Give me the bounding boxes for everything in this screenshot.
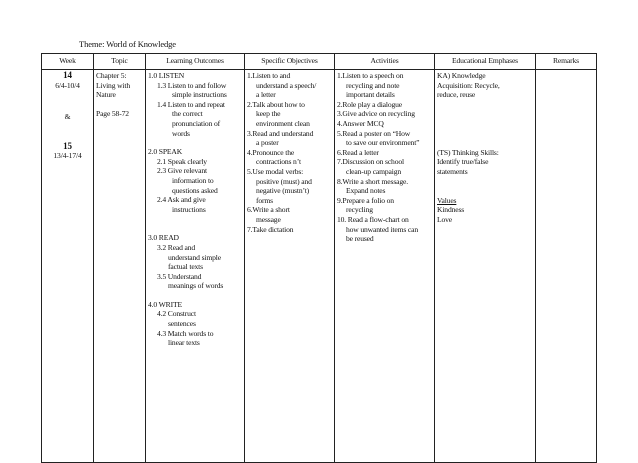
header-learning-outcomes: Learning Outcomes [146, 54, 245, 70]
objective-item: 5.Use modal verbs: positive (must) and negative (mustn’t) forms [247, 166, 312, 205]
outcome-line: understand simple [168, 252, 221, 262]
objective-item: 7.Take dictation [247, 224, 294, 234]
objective-item: 6.Write a short message [247, 205, 290, 224]
specific-objectives-cell [245, 70, 335, 463]
value-item: Kindness [437, 205, 465, 215]
emphasis-line: Acquisition: Recycle, [437, 80, 500, 90]
outcome-heading: 2.0 SPEAK [148, 147, 183, 157]
week-cell [42, 70, 94, 463]
objective-item: 3.Read and understand a poster [247, 128, 314, 148]
topic-cell [94, 70, 146, 463]
topic-line: Living with [96, 80, 130, 90]
activity-item: 8.Write a short message. Expand notes [337, 176, 408, 196]
week-date-range: 13/4-17/4 [53, 151, 82, 161]
outcome-line: 3.5 Understand [157, 271, 202, 281]
outcome-line: sentences [168, 319, 196, 329]
learning-outcomes-cell [146, 70, 245, 463]
outcome-line: pronunciation of [172, 118, 221, 128]
table-row [42, 70, 597, 463]
topic-line: Nature [96, 90, 116, 100]
outcome-line: linear texts [168, 338, 200, 348]
topic-chapter: Chapter 5: [96, 71, 127, 80]
emphasis-line: KA) Knowledge [437, 71, 486, 80]
objective-item: 1.Listen to and understand a speech/ a letter [247, 71, 317, 100]
remarks-cell [536, 70, 597, 463]
header-activities: Activities [335, 54, 435, 70]
outcome-line: 1.4 Listen to and repeat [157, 99, 225, 109]
lesson-plan-table [41, 53, 597, 463]
topic-page: Page 58-72 [96, 109, 129, 119]
outcome-line: 2.3 Give relevant [157, 166, 207, 176]
educational-emphases-cell [435, 70, 536, 463]
outcome-line: questions asked [172, 185, 218, 195]
activity-item: 2.Role play a dialogue [337, 99, 403, 109]
outcome-heading: 3.0 READ [148, 233, 179, 243]
outcome-line: factual texts [168, 262, 203, 272]
outcome-line: 4.2 Construct [157, 309, 196, 319]
activity-item: 10. Read a flow-chart on how unwanted items can be reused [337, 214, 418, 244]
outcome-line: meanings of words [168, 281, 224, 291]
week-ampersand: & [64, 112, 71, 122]
outcome-line: 3.2 Read and [157, 242, 196, 252]
emphasis-line: reduce, reuse [437, 90, 476, 100]
week-number: 14 [63, 70, 72, 80]
outcome-line: 2.1 Speak clearly [157, 156, 207, 166]
header-remarks: Remarks [536, 54, 597, 70]
outcome-line: the correct [172, 109, 203, 119]
outcome-heading: 4.0 WRITE [148, 299, 182, 309]
activities-cell [335, 70, 435, 463]
outcome-line: 1.3 Listen to and follow [157, 80, 227, 90]
header-topic: Topic [94, 54, 146, 70]
emphasis-line: Identify true/false [437, 157, 489, 167]
outcome-line: information to [172, 175, 214, 185]
week-number: 15 [63, 140, 72, 151]
outcome-line: instructions [172, 204, 206, 214]
values-heading: Values [437, 195, 457, 205]
theme-title: Theme: World of Knowledge [79, 39, 176, 49]
outcome-line: 2.4 Ask and give [157, 195, 206, 205]
header-educational-emphases: Educational Emphases [435, 54, 536, 70]
activity-item: 7.Discussion on school clean-up campaign [337, 157, 404, 176]
activity-item: 6.Read a letter [337, 147, 379, 157]
outcome-line: simple instructions [172, 90, 227, 100]
objective-item: 4.Pronounce the contractions n’t [247, 147, 301, 167]
header-specific-objectives: Specific Objectives [245, 54, 335, 70]
header-row [42, 54, 597, 70]
header-week: Week [42, 54, 94, 70]
outcome-heading: 1.0 LISTEN [148, 71, 185, 80]
activity-item: 1.Listen to a speech on recycling and note important details [337, 71, 404, 100]
outcome-line: 4.3 Match words to [157, 328, 214, 338]
week-date-range: 6/4-10/4 [55, 80, 80, 90]
outcome-line: words [172, 128, 190, 138]
activity-item: 5.Read a poster on “How to save our environment” [337, 128, 420, 148]
value-item: Love [437, 214, 453, 224]
emphasis-line: (TS) Thinking Skills: [437, 147, 499, 157]
emphasis-line: statements [437, 166, 468, 176]
activity-item: 4.Answer MCQ [337, 118, 384, 128]
activity-item: 9.Prepare a folio on recycling [337, 195, 394, 215]
objective-item: 2.Talk about how to keep the environment clean [247, 99, 310, 128]
activity-item: 3.Give advice on recycling [337, 109, 415, 119]
